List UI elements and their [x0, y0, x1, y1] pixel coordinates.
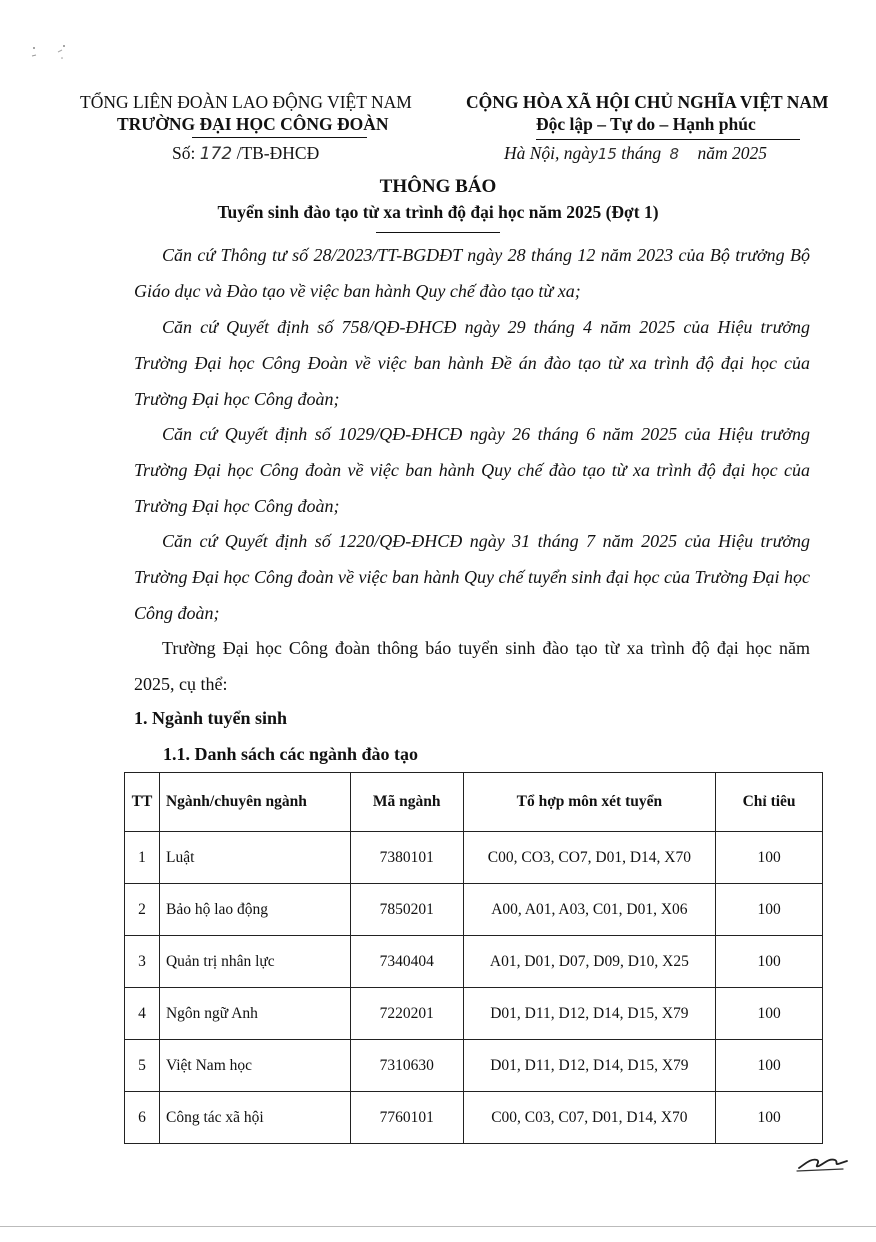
- table-cell: 3: [125, 936, 160, 988]
- table-cell: Việt Nam học: [159, 1040, 350, 1092]
- date-day-handwritten: 15: [597, 145, 617, 163]
- section-heading: 1. Ngành tuyển sinh: [134, 708, 288, 728]
- date-year-label: năm 2025: [697, 143, 767, 163]
- scan-mark-icon: [28, 40, 68, 80]
- table-cell: 7340404: [350, 936, 463, 988]
- republic-name: CỘNG HÒA XÃ HỘI CHỦ NGHĨA VIỆT NAM: [466, 92, 829, 112]
- motto: Độc lập – Tự do – Hạnh phúc: [536, 114, 756, 134]
- table-cell: Quản trị nhân lực: [159, 936, 350, 988]
- doc-number: [172, 143, 319, 164]
- table-cell: 4: [125, 988, 160, 1040]
- intro-paragraph: Trường Đại học Công đoàn thông báo tuyển sinh đào tạo từ xa trình độ đại học năm 2025, cụ thể:: [134, 638, 810, 694]
- basis-paragraph-2: Căn cứ Quyết định số 758/QĐ-ĐHCĐ ngày 29 tháng 4 năm 2025 của Hiệu trưởng Trường Đại học Công Đoàn về việc ban hành Đề án đào tạo từ xa trình độ đại học của Trường Đại học Công đoàn;: [134, 317, 810, 409]
- table-cell: C00, C03, C07, D01, D14, X70: [463, 1092, 715, 1144]
- date-prefix: Hà Nội, ngày: [504, 143, 598, 163]
- table-row: [125, 1040, 823, 1092]
- table-cell: 100: [716, 988, 823, 1040]
- table-header-cell: Ngành/chuyên ngành: [159, 773, 350, 832]
- subsection-heading: 1.1. Danh sách các ngành đào tạo: [163, 744, 419, 764]
- table-cell: 7220201: [350, 988, 463, 1040]
- table-cell: 5: [125, 1040, 160, 1092]
- table-cell: Luật: [159, 832, 350, 884]
- table-row: [125, 832, 823, 884]
- table-cell: 7760101: [350, 1092, 463, 1144]
- doc-number-handwritten: 172: [199, 144, 233, 164]
- table-cell: 7850201: [350, 884, 463, 936]
- table-cell: 2: [125, 884, 160, 936]
- table-cell: 100: [716, 832, 823, 884]
- table-cell: A00, A01, A03, C01, D01, X06: [463, 884, 715, 936]
- table-cell: C00, CO3, CO7, D01, D14, X70: [463, 832, 715, 884]
- table-cell: 1: [125, 832, 160, 884]
- table-cell: 100: [716, 1040, 823, 1092]
- table-row: [125, 1092, 823, 1144]
- table-cell: Công tác xã hội: [159, 1092, 350, 1144]
- table-header-cell: Chỉ tiêu: [716, 773, 823, 832]
- basis-paragraph-1: Căn cứ Thông tư số 28/2023/TT-BGDĐT ngày 28 tháng 12 năm 2023 của Bộ trưởng Bộ Giáo dục và Đào tạo về việc ban hành Quy chế đào tạo từ xa;: [134, 245, 810, 301]
- org-underline: [192, 137, 367, 138]
- page-bottom-edge: [0, 1226, 876, 1227]
- table-cell: 100: [716, 1092, 823, 1144]
- doc-number-suffix: /TB-ĐHCĐ: [236, 143, 320, 163]
- table-header-cell: Tổ hợp môn xét tuyển: [463, 773, 715, 832]
- date-month-label: tháng: [621, 143, 662, 163]
- table-cell: 6: [125, 1092, 160, 1144]
- table-row: [125, 884, 823, 936]
- table-row: [125, 936, 823, 988]
- subtitle-underline: [376, 232, 500, 233]
- table-cell: D01, D11, D12, D14, D15, X79: [463, 988, 715, 1040]
- table-cell: 100: [716, 884, 823, 936]
- table-cell: A01, D01, D07, D09, D10, X25: [463, 936, 715, 988]
- org-parent: TỔNG LIÊN ĐOÀN LAO ĐỘNG VIỆT NAM: [80, 92, 412, 112]
- majors-table: [124, 772, 823, 1144]
- doc-date: [504, 143, 767, 164]
- doc-number-prefix: Số:: [172, 143, 196, 163]
- basis-paragraph-3: Căn cứ Quyết định số 1029/QĐ-ĐHCĐ ngày 26 tháng 6 năm 2025 của Hiệu trưởng Trường Đại học Công đoàn về việc ban hành Quy chế đào tạo từ xa trình độ đại học của Trường Đại học Công đoàn;: [134, 424, 810, 516]
- table-cell: 7310630: [350, 1040, 463, 1092]
- notice-subtitle: Tuyển sinh đào tạo từ xa trình độ đại học năm 2025 (Đợt 1): [217, 202, 659, 222]
- table-cell: Bảo hộ lao động: [159, 884, 350, 936]
- table-cell: D01, D11, D12, D14, D15, X79: [463, 1040, 715, 1092]
- basis-paragraph-4: Căn cứ Quyết định số 1220/QĐ-ĐHCĐ ngày 31 tháng 7 năm 2025 của Hiệu trưởng Trường Đại học Công đoàn về việc ban hành Quy chế tuyển sinh đại học của Trường Đại học Công đoàn;: [134, 531, 810, 623]
- notice-title: THÔNG BÁO: [379, 176, 497, 197]
- table-header-cell: Mã ngành: [350, 773, 463, 832]
- initials-signature-icon: [795, 1150, 850, 1174]
- table-header-row: [125, 773, 823, 832]
- table-row: [125, 988, 823, 1040]
- table-cell: Ngôn ngữ Anh: [159, 988, 350, 1040]
- motto-underline: [536, 139, 800, 140]
- table-header-cell: TT: [125, 773, 160, 832]
- date-month-handwritten: 8: [669, 145, 680, 163]
- table-cell: 100: [716, 936, 823, 988]
- org-name: TRƯỜNG ĐẠI HỌC CÔNG ĐOÀN: [117, 114, 389, 134]
- table-cell: 7380101: [350, 832, 463, 884]
